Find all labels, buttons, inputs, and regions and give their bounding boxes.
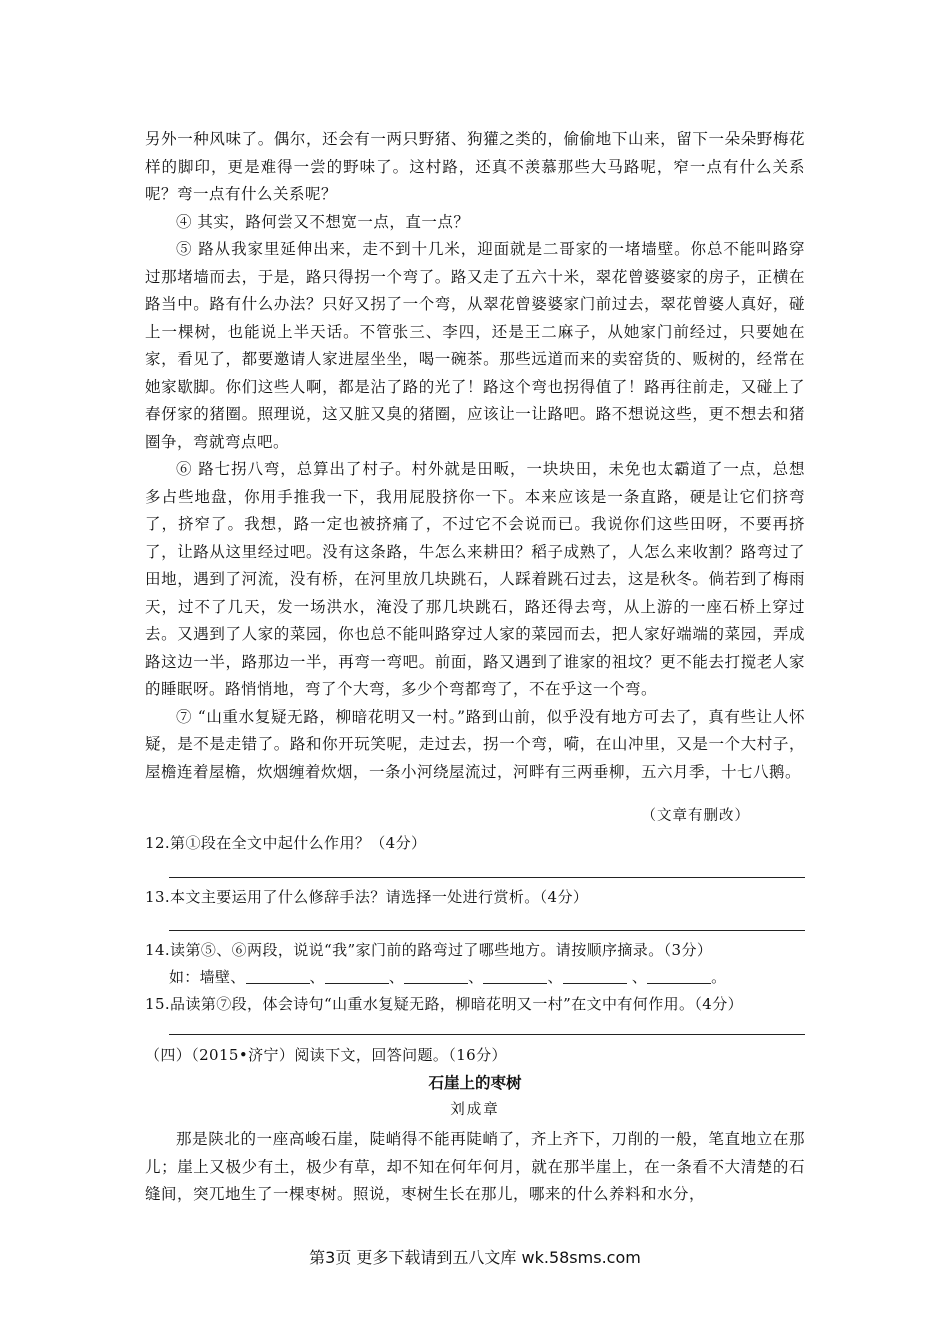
paragraph-3-continued: 另外一种风味了。偶尔，还会有一两只野猪、狗獾之类的，偷偷地下山来，留下一朵朵野梅花样的脚印，更是难得一尝的野味了。这村路，还真不羡慕那些大马路呢，窄一点有什么关系呢？弯一点有什么关系呢？	[145, 130, 805, 203]
question-14-example: 如：墙壁、 、 、 、 、 、 。	[169, 968, 727, 986]
passage-part-1	[145, 126, 805, 786]
answer-line-12	[169, 877, 805, 878]
paragraph-7: ⑦ “山重水复疑无路，柳暗花明又一村。”路到山前，似乎没有地方可去了，真有些让人怀疑，是不是走错了。路和你开玩笑呢，走过去，拐一个弯，嗬，在山冲里，又是一个大村子，屋檐连着屋檐，炊烟缠着炊烟，一条小河绕屋流过，河畔有三两垂柳，五六月季，十七八鹅。	[145, 707, 805, 781]
paragraph-5: ⑤ 路从我家里延伸出来，走不到十几米，迎面就是二哥家的一堵墙壁。你总不能叫路穿过那堵墙而去，于是，路只得拐一个弯了。路又走了五六十米，翠花曾婆婆家的房子，正横在路当中。路有什么办法？只好又拐了一个弯，从翠花曾婆婆家门前过去，翠花曾婆人真好，碰上一棵树，也能说上半天话。不管张三、李四，还是王二麻子，从她家门前经过，只要她在家，看见了，都要邀请人家进屋坐坐，喝一碗茶。那些远道而来的卖窑货的、贩树的，经常在她家歇脚。你们这些人啊，都是沾了路的光了！路这个弯也拐得值了！路再往前走，又碰上了春伢家的猪圈。照理说，这又脏又臭的猪圈，应该让一让路吧。路不想说这些，更不想去和猪圈争，弯就弯点吧。	[145, 240, 805, 451]
blank-3	[404, 969, 468, 984]
paragraph-4: ④ 其实，路何尝又不想宽一点，直一点？	[176, 212, 470, 231]
page-footer: 第3页 更多下载请到五八文库 wk.58sms.com	[309, 1248, 641, 1267]
section-4-heading: （四）（2015•济宁）阅读下文，回答问题。（16分）	[145, 1046, 507, 1064]
example-prefix: 如：墙壁、	[169, 968, 246, 986]
answer-line-13	[169, 930, 805, 931]
blank-4	[483, 969, 547, 984]
blank-2	[325, 969, 389, 984]
paragraph-6: ⑥ 路七拐八弯，总算出了村子。村外就是田畈，一块块田，未免也太霸道了一点，总想多占些地盘，你用手推我一下，我用屁股挤你一下。本来应该是一条直路，硬是让它们挤弯了，挤窄了。我想，路一定也被挤痛了，不过它不会说而已。我说你们这些田呀，不要再挤了，让路从这里经过吧。没有这条路，牛怎么来耕田？稻子成熟了，人怎么来收割？路弯过了田地，遇到了河流，没有桥，在河里放几块跳石，人踩着跳石过去，这是秋冬。倘若到了梅雨天，过不了几天，发一场洪水，淹没了那几块跳石，路还得去弯，从上游的一座石桥上穿过去。又遇到了人家的菜园，你也总不能叫路穿过人家的菜园而去，把人家好端端的菜园，弄成路这边一半，路那边一半，再弯一弯吧。前面，路又遇到了谁家的祖坟？更不能去打搅老人家的睡眠呀。路悄悄地，弯了个大弯，多少个弯都弯了，不在乎这一个弯。	[145, 460, 805, 698]
article-title: 石崖上的枣树	[428, 1074, 522, 1092]
blank-5	[563, 969, 627, 984]
passage-part-2	[145, 1126, 805, 1209]
question-12: 12.第①段在全文中起什么作用？（4分）	[145, 834, 427, 852]
edit-note: （文章有删改）	[641, 808, 750, 824]
article-author: 刘成章	[450, 1102, 500, 1118]
answer-line-15	[169, 1034, 805, 1035]
question-13: 13.本文主要运用了什么修辞手法？请选择一处进行赏析。（4分）	[145, 888, 589, 906]
article-paragraph-1: 那是陕北的一座高峻石崖，陡峭得不能再陡峭了，齐上齐下，刀削的一般，笔直地立在那儿；崖上又极少有土，极少有草，却不知在何年何月，就在那半崖上，在一条看不大清楚的石缝间，突兀地生了一棵枣树。照说，枣树生长在那儿，哪来的什么养料和水分，	[145, 1130, 805, 1203]
question-15: 15.品读第⑦段，体会诗句“山重水复疑无路，柳暗花明又一村”在文中有何作用。（4分）	[145, 995, 744, 1013]
blank-6	[647, 969, 711, 984]
blank-1	[246, 969, 310, 984]
question-14: 14.读第⑤、⑥两段，说说“我”家门前的路弯过了哪些地方。请按顺序摘录。（3分）	[145, 941, 713, 959]
